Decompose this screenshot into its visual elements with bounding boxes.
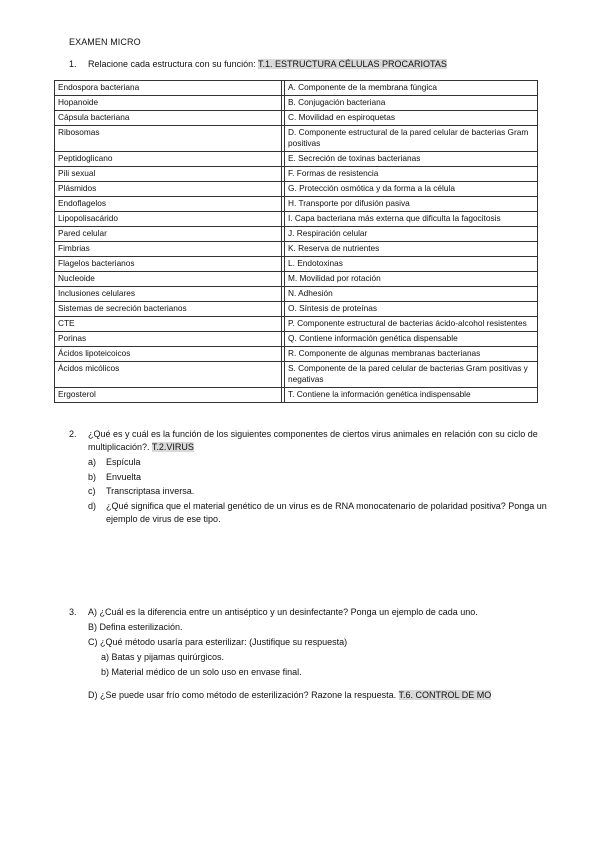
list-item-label: a) bbox=[88, 457, 97, 467]
structure-cell: Pared celular bbox=[55, 227, 282, 242]
function-cell: K. Reserva de nutrientes bbox=[285, 242, 538, 257]
question-3-part-d-text: D) ¿Se puede usar frío como método de esterilización? Razone la respuesta. bbox=[88, 690, 397, 700]
list-item bbox=[88, 485, 549, 498]
function-cell: A. Componente de la membrana fúngica bbox=[285, 81, 538, 96]
function-cell: Q. Contiene información genética dispensable bbox=[285, 332, 538, 347]
function-cell: R. Componente de algunas membranas bacterianas bbox=[285, 347, 538, 362]
structure-cell: Lipopolisacárido bbox=[55, 212, 282, 227]
table-row bbox=[55, 96, 538, 111]
table-row bbox=[55, 317, 538, 332]
question-3-part-d bbox=[88, 688, 549, 703]
function-cell: G. Protección osmótica y da forma a la célula bbox=[285, 182, 538, 197]
table-row bbox=[55, 287, 538, 302]
table-row bbox=[55, 182, 538, 197]
function-cell: L. Endotoxinas bbox=[285, 257, 538, 272]
structure-cell: Ribosomas bbox=[55, 126, 282, 152]
structure-cell: Ácidos lipoteicoicos bbox=[55, 347, 282, 362]
function-cell: C. Movilidad en espiroquetas bbox=[285, 111, 538, 126]
question-1-number: 1. bbox=[69, 59, 77, 69]
table-row bbox=[55, 362, 538, 388]
question-2-subitems bbox=[88, 456, 549, 526]
question-2 bbox=[69, 428, 549, 526]
list-item-text: Espícula bbox=[106, 457, 141, 467]
table-row bbox=[55, 197, 538, 212]
function-cell: O. Síntesis de proteínas bbox=[285, 302, 538, 317]
table-row bbox=[55, 347, 538, 362]
structure-cell: Nucleoide bbox=[55, 272, 282, 287]
question-1 bbox=[69, 59, 447, 69]
structure-cell: Cápsula bacteriana bbox=[55, 111, 282, 126]
question-3-number: 3. bbox=[69, 607, 77, 617]
structure-cell: Sistemas de secreción bacterianos bbox=[55, 302, 282, 317]
question-3-part-a: A) ¿Cuál es la diferencia entre un antiséptico y un desinfectante? Ponga un ejemplo de cada uno. bbox=[88, 607, 478, 617]
structure-cell: Endospora bacteriana bbox=[55, 81, 282, 96]
exam-title: EXAMEN MICRO bbox=[69, 37, 141, 47]
list-item bbox=[88, 471, 549, 484]
function-cell: I. Capa bacteriana más externa que dificulta la fagocitosis bbox=[285, 212, 538, 227]
function-cell: P. Componente estructural de bacterias ácido-alcohol resistentes bbox=[285, 317, 538, 332]
question-1-text: Relacione cada estructura con su función: bbox=[88, 59, 256, 69]
table-row bbox=[55, 81, 538, 96]
structure-cell: Flagelos bacterianos bbox=[55, 257, 282, 272]
list-item-text: Transcriptasa inversa. bbox=[106, 486, 195, 496]
question-3 bbox=[69, 605, 549, 703]
list-item-label: d) bbox=[88, 500, 97, 511]
function-cell: B. Conjugación bacteriana bbox=[285, 96, 538, 111]
function-cell: E. Secreción de toxinas bacterianas bbox=[285, 152, 538, 167]
table-row bbox=[55, 388, 538, 403]
question-3-part-c: C) ¿Qué método usaría para esterilizar: (Justifique su respuesta) bbox=[88, 637, 348, 647]
structure-cell: Peptidoglicano bbox=[55, 152, 282, 167]
structure-cell: Pili sexual bbox=[55, 167, 282, 182]
function-cell: J. Respiración celular bbox=[285, 227, 538, 242]
question-2-number: 2. bbox=[69, 429, 77, 439]
list-item bbox=[88, 500, 549, 526]
structure-cell: Ergosterol bbox=[55, 388, 282, 403]
function-cell: N. Adhesión bbox=[285, 287, 538, 302]
function-cell: H. Transporte por difusión pasiva bbox=[285, 197, 538, 212]
question-1-topic-tag: T.1. ESTRUCTURA CÉLULAS PROCARIOTAS bbox=[257, 59, 447, 69]
structure-cell: Fimbrias bbox=[55, 242, 282, 257]
list-item-text: ¿Qué significa que el material genético de un virus es de RNA monocatenario de polaridad positiva? Ponga un ejemplo de virus de ese tipo. bbox=[106, 500, 547, 524]
structure-cell: Plásmidos bbox=[55, 182, 282, 197]
table-row bbox=[55, 167, 538, 182]
table-row bbox=[55, 302, 538, 317]
structure-cell: Inclusiones celulares bbox=[55, 287, 282, 302]
list-item bbox=[88, 456, 549, 469]
structure-cell: Porinas bbox=[55, 332, 282, 347]
table-row bbox=[55, 212, 538, 227]
structure-cell: CTE bbox=[55, 317, 282, 332]
question-3-part-b: B) Defina esterilización. bbox=[88, 622, 183, 632]
structure-cell: Endoflagelos bbox=[55, 197, 282, 212]
list-item-text: Envuelta bbox=[106, 471, 142, 482]
list-item-label: c) bbox=[88, 486, 96, 496]
structure-cell: Hopanoide bbox=[55, 96, 282, 111]
table-row bbox=[55, 332, 538, 347]
table-row bbox=[55, 257, 538, 272]
question-3-part-c-item-a: a) Batas y pijamas quirúrgicos. bbox=[101, 652, 225, 662]
table-row bbox=[55, 111, 538, 126]
question-2-prompt: ¿Qué es y cuál es la función de los siguientes componentes de ciertos virus animales en relación con su ciclo de multiplicación?. bbox=[88, 429, 538, 452]
table-row bbox=[55, 126, 538, 152]
function-cell: S. Componente de la pared celular de bacterias Gram positivas y negativas bbox=[285, 362, 538, 388]
question-3-part-c-item-b: b) Material médico de un solo uso en envase final. bbox=[101, 667, 302, 677]
structure-cell: Ácidos micólicos bbox=[55, 362, 282, 388]
matching-table bbox=[54, 80, 538, 403]
function-cell: D. Componente estructural de la pared celular de bacterias Gram positivas bbox=[285, 126, 538, 152]
question-2-text bbox=[88, 428, 549, 454]
list-item-label: b) bbox=[88, 471, 97, 482]
question-2-topic-tag: T.2.VIRUS bbox=[151, 442, 194, 452]
table-row bbox=[55, 227, 538, 242]
question-3-topic-tag: T.6. CONTROL DE MO bbox=[398, 690, 492, 700]
function-cell: F. Formas de resistencia bbox=[285, 167, 538, 182]
function-cell: T. Contiene la información genética indispensable bbox=[285, 388, 538, 403]
function-cell: M. Movilidad por rotación bbox=[285, 272, 538, 287]
table-row bbox=[55, 242, 538, 257]
table-row bbox=[55, 272, 538, 287]
table-row bbox=[55, 152, 538, 167]
